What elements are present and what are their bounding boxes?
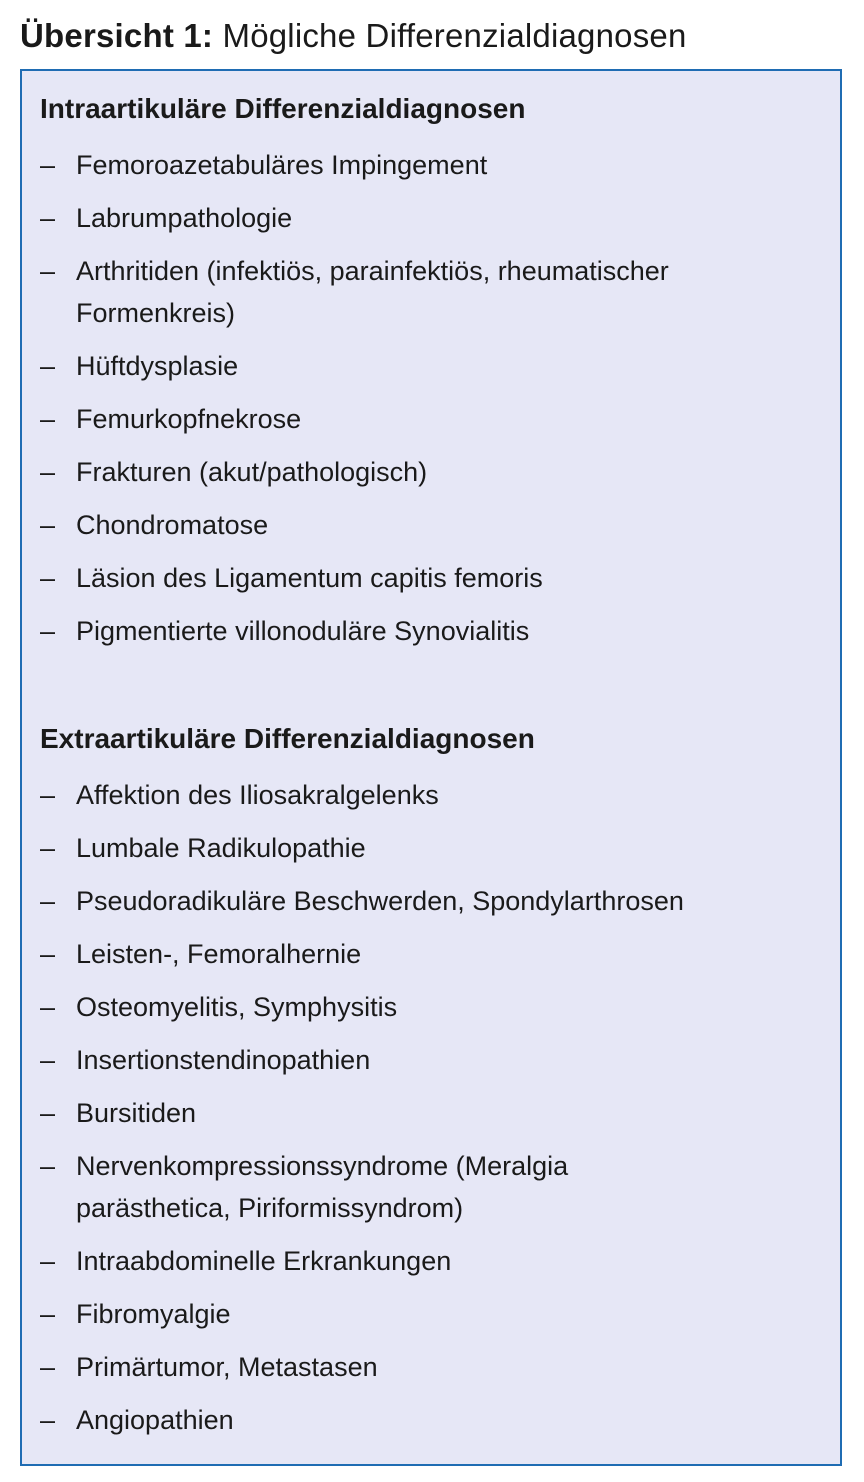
extraarticular-heading: Extraartikuläre Differenzialdiagnosen bbox=[40, 723, 535, 754]
dash-bullet: – bbox=[40, 992, 56, 1022]
list-item-text: Läsion des Ligamentum capitis femoris bbox=[76, 563, 543, 593]
list-item-text: Osteomyelitis, Symphysitis bbox=[76, 992, 398, 1022]
list-item bbox=[40, 1092, 830, 1134]
list-item-text: Femurkopfnekrose bbox=[76, 404, 302, 434]
list-item-text: Labrumpathologie bbox=[76, 203, 293, 233]
list-item-text: Nervenkompressionssyndrome (Meralgia parästhetica, Piriformissyndrom) bbox=[76, 1151, 569, 1223]
list-item-text: Hüftdysplasie bbox=[76, 351, 239, 381]
list-item-text: Fibromyalgie bbox=[76, 1299, 231, 1329]
intraarticular-list bbox=[40, 144, 830, 652]
dash-bullet: – bbox=[40, 1352, 56, 1382]
list-item-text: Affektion des Iliosakralgelenks bbox=[76, 780, 439, 810]
dash-bullet: – bbox=[40, 404, 56, 434]
list-item-text: Leisten-, Femoralhernie bbox=[76, 939, 362, 969]
list-item bbox=[40, 144, 830, 186]
list-item bbox=[40, 1399, 830, 1441]
extraarticular-section bbox=[40, 721, 830, 1452]
list-item bbox=[40, 1293, 830, 1335]
box-title-label: Übersicht 1: bbox=[20, 17, 214, 54]
list-item-text: Arthritiden (infektiös, parainfektiös, rheumatischer Formenkreis) bbox=[76, 256, 669, 328]
list-item bbox=[40, 986, 830, 1028]
list-item-text: Chondromatose bbox=[76, 510, 269, 540]
list-item bbox=[40, 345, 830, 387]
list-item bbox=[40, 827, 830, 869]
list-item-text: Bursitiden bbox=[76, 1098, 197, 1128]
dash-bullet: – bbox=[40, 1246, 56, 1276]
list-item bbox=[40, 880, 830, 922]
intraarticular-heading: Intraartikuläre Differenzialdiagnosen bbox=[40, 93, 526, 124]
list-item bbox=[40, 1039, 830, 1081]
dash-bullet: – bbox=[40, 616, 56, 646]
list-item bbox=[40, 250, 806, 334]
list-item bbox=[40, 610, 830, 652]
list-item bbox=[40, 1346, 830, 1388]
extraarticular-list bbox=[40, 774, 830, 1441]
dash-bullet: – bbox=[40, 256, 56, 286]
list-item-text: Intraabdominelle Erkrankungen bbox=[76, 1246, 452, 1276]
list-item-text: Femoroazetabuläres Impingement bbox=[76, 150, 488, 180]
list-item-text: Pseudoradikuläre Beschwerden, Spondylarthrosen bbox=[76, 886, 684, 916]
list-item-text: Angiopathien bbox=[76, 1405, 234, 1435]
dash-bullet: – bbox=[40, 1098, 56, 1128]
dash-bullet: – bbox=[40, 150, 56, 180]
list-item-text: Insertionstendinopathien bbox=[76, 1045, 371, 1075]
list-item-text: Primärtumor, Metastasen bbox=[76, 1352, 378, 1382]
dash-bullet: – bbox=[40, 203, 56, 233]
list-item bbox=[40, 1240, 830, 1282]
list-item-text: Frakturen (akut/pathologisch) bbox=[76, 457, 428, 487]
list-item bbox=[40, 504, 830, 546]
dash-bullet: – bbox=[40, 1151, 56, 1181]
dash-bullet: – bbox=[40, 886, 56, 916]
list-item bbox=[40, 933, 830, 975]
dash-bullet: – bbox=[40, 833, 56, 863]
list-item bbox=[40, 557, 830, 599]
list-item bbox=[40, 197, 830, 239]
list-item-text: Pigmentierte villonoduläre Synovialitis bbox=[76, 616, 530, 646]
box-title-text: Mögliche Differenzialdiagnosen bbox=[222, 17, 687, 54]
list-item-text: Lumbale Radikulopathie bbox=[76, 833, 366, 863]
list-item bbox=[40, 398, 830, 440]
list-item bbox=[40, 451, 830, 493]
dash-bullet: – bbox=[40, 939, 56, 969]
dash-bullet: – bbox=[40, 1405, 56, 1435]
list-item bbox=[40, 1145, 676, 1229]
box-title bbox=[20, 14, 687, 58]
dash-bullet: – bbox=[40, 1299, 56, 1329]
dash-bullet: – bbox=[40, 351, 56, 381]
dash-bullet: – bbox=[40, 457, 56, 487]
dash-bullet: – bbox=[40, 1045, 56, 1075]
differential-diagnoses-box bbox=[20, 69, 842, 1466]
dash-bullet: – bbox=[40, 780, 56, 810]
dash-bullet: – bbox=[40, 563, 56, 593]
intraarticular-section bbox=[40, 91, 830, 663]
dash-bullet: – bbox=[40, 510, 56, 540]
list-item bbox=[40, 774, 830, 816]
